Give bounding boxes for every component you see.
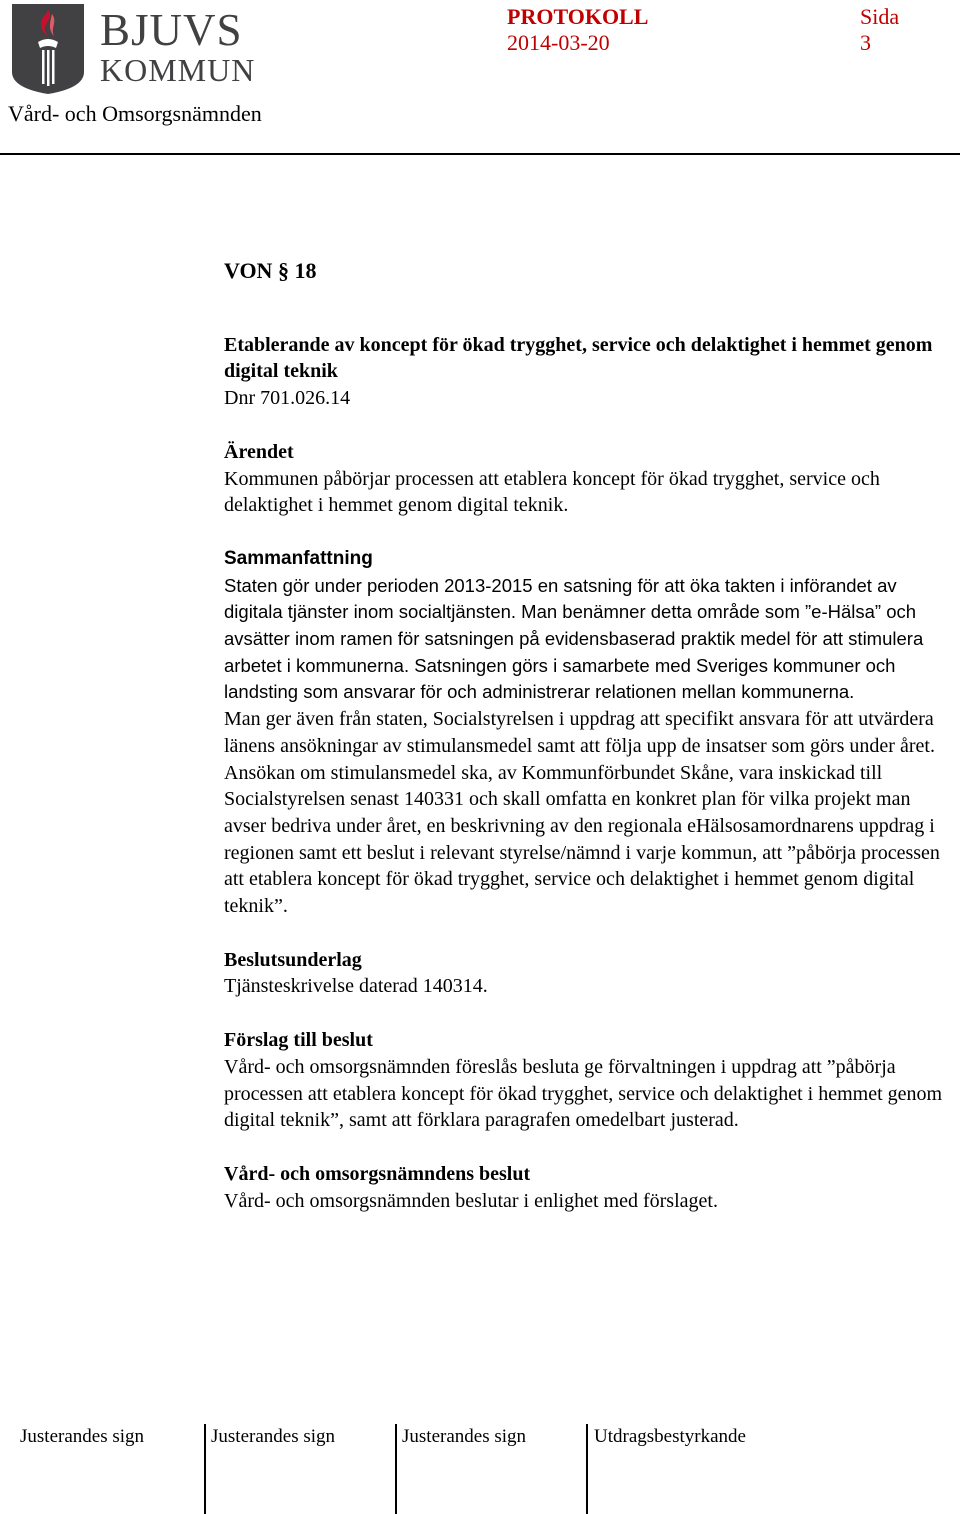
section-number: VON § 18 bbox=[224, 258, 317, 283]
footer-sign-1: Justerandes sign bbox=[20, 1426, 145, 1447]
heading-beslutsunderlag: Beslutsunderlag bbox=[224, 948, 362, 971]
spacer bbox=[224, 519, 944, 546]
forslag-text: Vård- och omsorgsnämnden föreslås besluta ge förvaltningen i uppdrag att ”påbörja processen att etablera koncept för ökad trygghet, service och delaktighet i hemmet genom digital teknik”, samt att förklara paragrafen omedelbart justerad. bbox=[224, 1055, 943, 1132]
footer-divider bbox=[395, 1424, 397, 1514]
document-type: PROTOKOLL bbox=[507, 4, 649, 29]
case-number: Dnr 701.026.14 bbox=[224, 387, 351, 410]
footer-divider bbox=[586, 1424, 588, 1514]
heading-arendet: Ärendet bbox=[224, 440, 294, 463]
footer-sign-2: Justerandes sign bbox=[211, 1426, 336, 1447]
board-name: Vård- och Omsorgsnämnden bbox=[8, 101, 262, 126]
sammanfattning-paragraph-2: Man ger även från staten, Socialstyrelsen i uppdrag att specifikt ansvara för att utvärdera länens ansökningar av stimulansmedel samt att följa upp de insatser som görs under året. bbox=[224, 708, 935, 757]
footer-divider bbox=[204, 1424, 206, 1514]
sammanfattning-paragraph-1: Staten gör under perioden 2013-2015 en satsning för att öka takten i införandet av digitala tjänster inom socialtjänsten. Man benämner detta område som ”e-Hälsa” och avsätter inom ramen för satsningen på evidensbaserad praktik medel för att stimulera arbetet i kommunerna. Satsningen görs i samarbete med Sveriges kommuner och landsting som ansvarar för och administrerar relationen mellan kommunerna. bbox=[224, 574, 924, 703]
spacer bbox=[224, 1000, 944, 1027]
protocol-body bbox=[224, 258, 944, 1214]
meeting-date: 2014-03-20 bbox=[507, 30, 610, 55]
logo-text-kommun: KOMMUN bbox=[100, 52, 256, 88]
page-number: 3 bbox=[860, 30, 871, 55]
heading-sammanfattning: Sammanfattning bbox=[224, 547, 373, 569]
sammanfattning-paragraph-3: Ansökan om stimulansmedel ska, av Kommunförbundet Skåne, vara inskickad till Socialstyrelsen senast 140331 och skall omfatta en konkret plan för vilka projekt man avser bedriva under året, en beskrivning av den regionala eHälsosamordnarens uppdrag i regionen samt ett beslut i relevant styrelse/nämnd i varje kommun, att ”påbörja processen att etablera koncept för ökad trygghet, service och delaktighet i hemmet genom digital teknik”. bbox=[224, 761, 940, 918]
footer-extract: Utdragsbestyrkande bbox=[594, 1426, 746, 1447]
page-label: Sida bbox=[860, 4, 900, 29]
heading-beslut: Vård- och omsorgsnämndens beslut bbox=[224, 1162, 531, 1185]
logo-text-bjuvs: BJUVS bbox=[100, 5, 243, 55]
footer-sign-3: Justerandes sign bbox=[402, 1426, 527, 1447]
section-title: Etablerande av koncept för ökad trygghet, service och delaktighet i hemmet genom digital teknik bbox=[224, 333, 933, 383]
spacer bbox=[224, 1134, 944, 1161]
torch-emblem-icon bbox=[8, 2, 88, 96]
arendet-text: Kommunen påbörjar processen att etablera koncept för ökad trygghet, service och delaktighet i hemmet genom digital teknik. bbox=[224, 467, 880, 517]
beslutsunderlag-text: Tjänsteskrivelse daterad 140314. bbox=[224, 975, 488, 998]
heading-forslag-till-beslut: Förslag till beslut bbox=[224, 1029, 373, 1052]
beslut-text: Vård- och omsorgsnämnden beslutar i enlighet med förslaget. bbox=[224, 1189, 718, 1212]
header-divider bbox=[0, 153, 960, 155]
municipality-logo bbox=[8, 2, 258, 96]
spacer bbox=[224, 920, 944, 947]
